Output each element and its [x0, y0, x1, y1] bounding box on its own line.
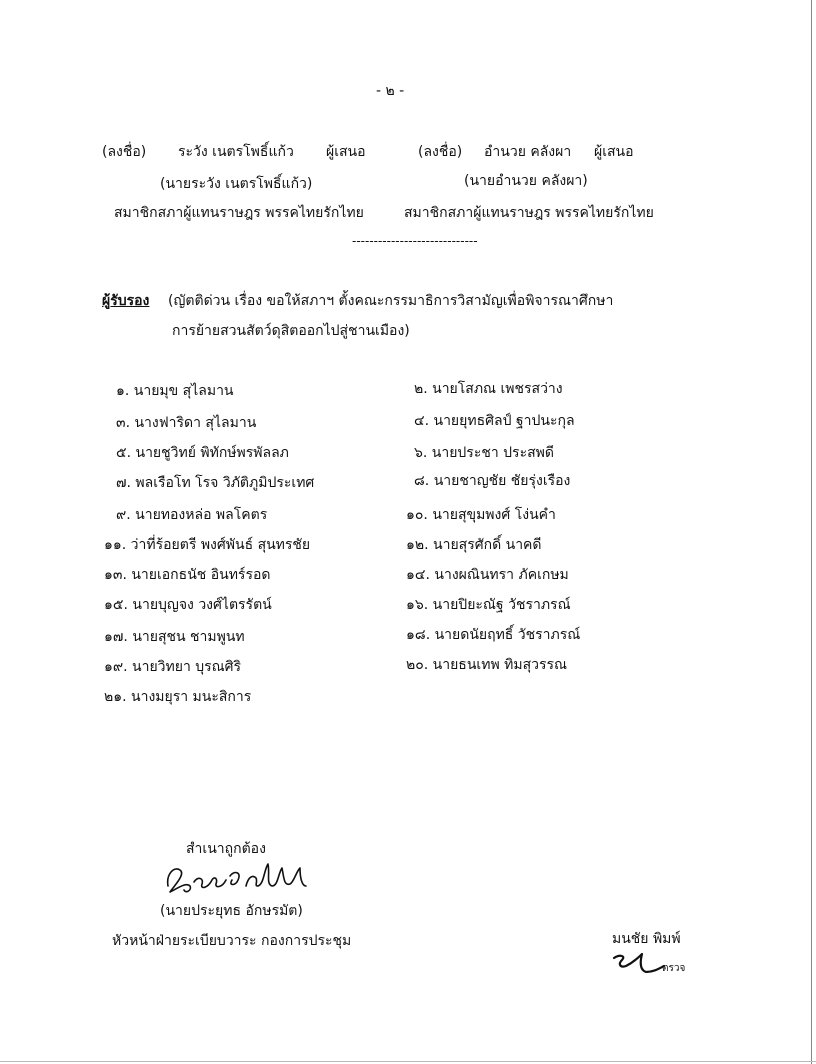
handwritten-signature: [160, 852, 320, 904]
endorser-item: ๑๓. นายเอกธนัช อินทร์รอด: [104, 567, 271, 583]
separator-line: -----------------------------: [352, 234, 478, 248]
endorser-item: ๑๔. นางผณินทรา ภัคเกษม: [406, 567, 569, 583]
page-number: - ๒ -: [376, 83, 405, 99]
endorsement-text-line1: (ญัตติด่วน เรื่อง ขอให้สภาฯ ตั้งคณะกรรมาธิการวิสามัญเพื่อพิจารณาศึกษา: [168, 293, 614, 309]
endorser-item: ๘. นายชาญชัย ชัยรุ่งเรือง: [414, 473, 571, 489]
typist-note: มนชัย พิมพ์: [612, 931, 681, 947]
endorser-item: ๑๕. นายบุญจง วงศ์ไตรรัตน์: [104, 597, 272, 613]
certifier-name: (นายประยุทธ อักษรมัต): [160, 903, 303, 919]
endorser-item: ๓. นางฟาริดา สุไลมาน: [116, 415, 257, 431]
endorser-item: ๑๗. นายสุชน ชามพูนท: [104, 629, 245, 645]
left-role: ผู้เสนอ: [326, 144, 366, 160]
endorsement-heading: ผู้รับรอง: [102, 293, 150, 309]
page-edge-right: [811, 0, 812, 1064]
left-signed-name: ระวัง เนตรโพธิ์แก้ว: [178, 144, 294, 160]
endorser-item: ๑๘. นายดนัยฤทธิ์ วัชราภรณ์: [406, 627, 581, 643]
endorser-item: ๒๑. นางมยุรา มนะสิการ: [104, 689, 252, 705]
endorser-item: ๙. นายทองหล่อ พลโคตร: [116, 507, 268, 523]
right-sign-prefix: (ลงชื่อ): [418, 144, 463, 160]
right-membership: สมาชิกสภาผู้แทนราษฎร พรรคไทยรักไทย: [404, 205, 654, 221]
endorser-item: ๒. นายโสภณ เพชรสว่าง: [414, 381, 563, 397]
left-membership: สมาชิกสภาผู้แทนราษฎร พรรคไทยรักไทย: [114, 205, 364, 221]
right-printed-name: (นายอำนวย คลังผา): [464, 173, 588, 189]
endorser-item: ๑๙. นายวิทยา บุรณศิริ: [104, 659, 242, 675]
endorser-item: ๑๖. นายปิยะณัฐ วัชราภรณ์: [406, 597, 571, 613]
endorser-item: ๒๐. นายธนเทพ ทิมสุวรรณ: [406, 657, 568, 673]
endorser-item: ๑๑. ว่าที่ร้อยตรี พงศ์พันธ์ สุนทรชัย: [104, 537, 311, 553]
certification-label: สำเนาถูกต้อง: [186, 841, 266, 857]
right-role: ผู้เสนอ: [594, 144, 634, 160]
certifier-title: หัวหน้าฝ่ายระเบียบวาระ กองการประชุม: [112, 933, 352, 949]
page-edge-bottom: [0, 1061, 816, 1062]
endorser-item: ๔. นายยุทธศิลป์ ฐาปนะกุล: [414, 413, 575, 429]
endorser-item: ๕. นายชูวิทย์ พิทักษ์พรพัลลภ: [116, 445, 289, 461]
endorser-item: ๖. นายประชา ประสพดี: [414, 445, 554, 461]
left-sign-prefix: (ลงชื่อ): [102, 144, 147, 160]
right-signed-name: อำนวย คลังผา: [484, 144, 572, 160]
endorser-item: ๑. นายมุข สุไลมาน: [116, 383, 234, 399]
checker-label: ตรวจ: [662, 963, 686, 974]
endorser-item: ๑๒. นายสุรศักดิ์ นาคดี: [406, 537, 542, 553]
endorsement-text-line2: การย้ายสวนสัตว์ดุสิตออกไปสู่ชานเมือง): [172, 323, 410, 339]
endorser-item: ๗. พลเรือโท โรจ วิภัติภูมิประเทศ: [116, 475, 315, 491]
endorser-item: ๑๐. นายสุขุมพงศ์ โง่นคำ: [406, 507, 556, 523]
left-printed-name: (นายระวัง เนตรโพธิ์แก้ว): [160, 176, 313, 192]
